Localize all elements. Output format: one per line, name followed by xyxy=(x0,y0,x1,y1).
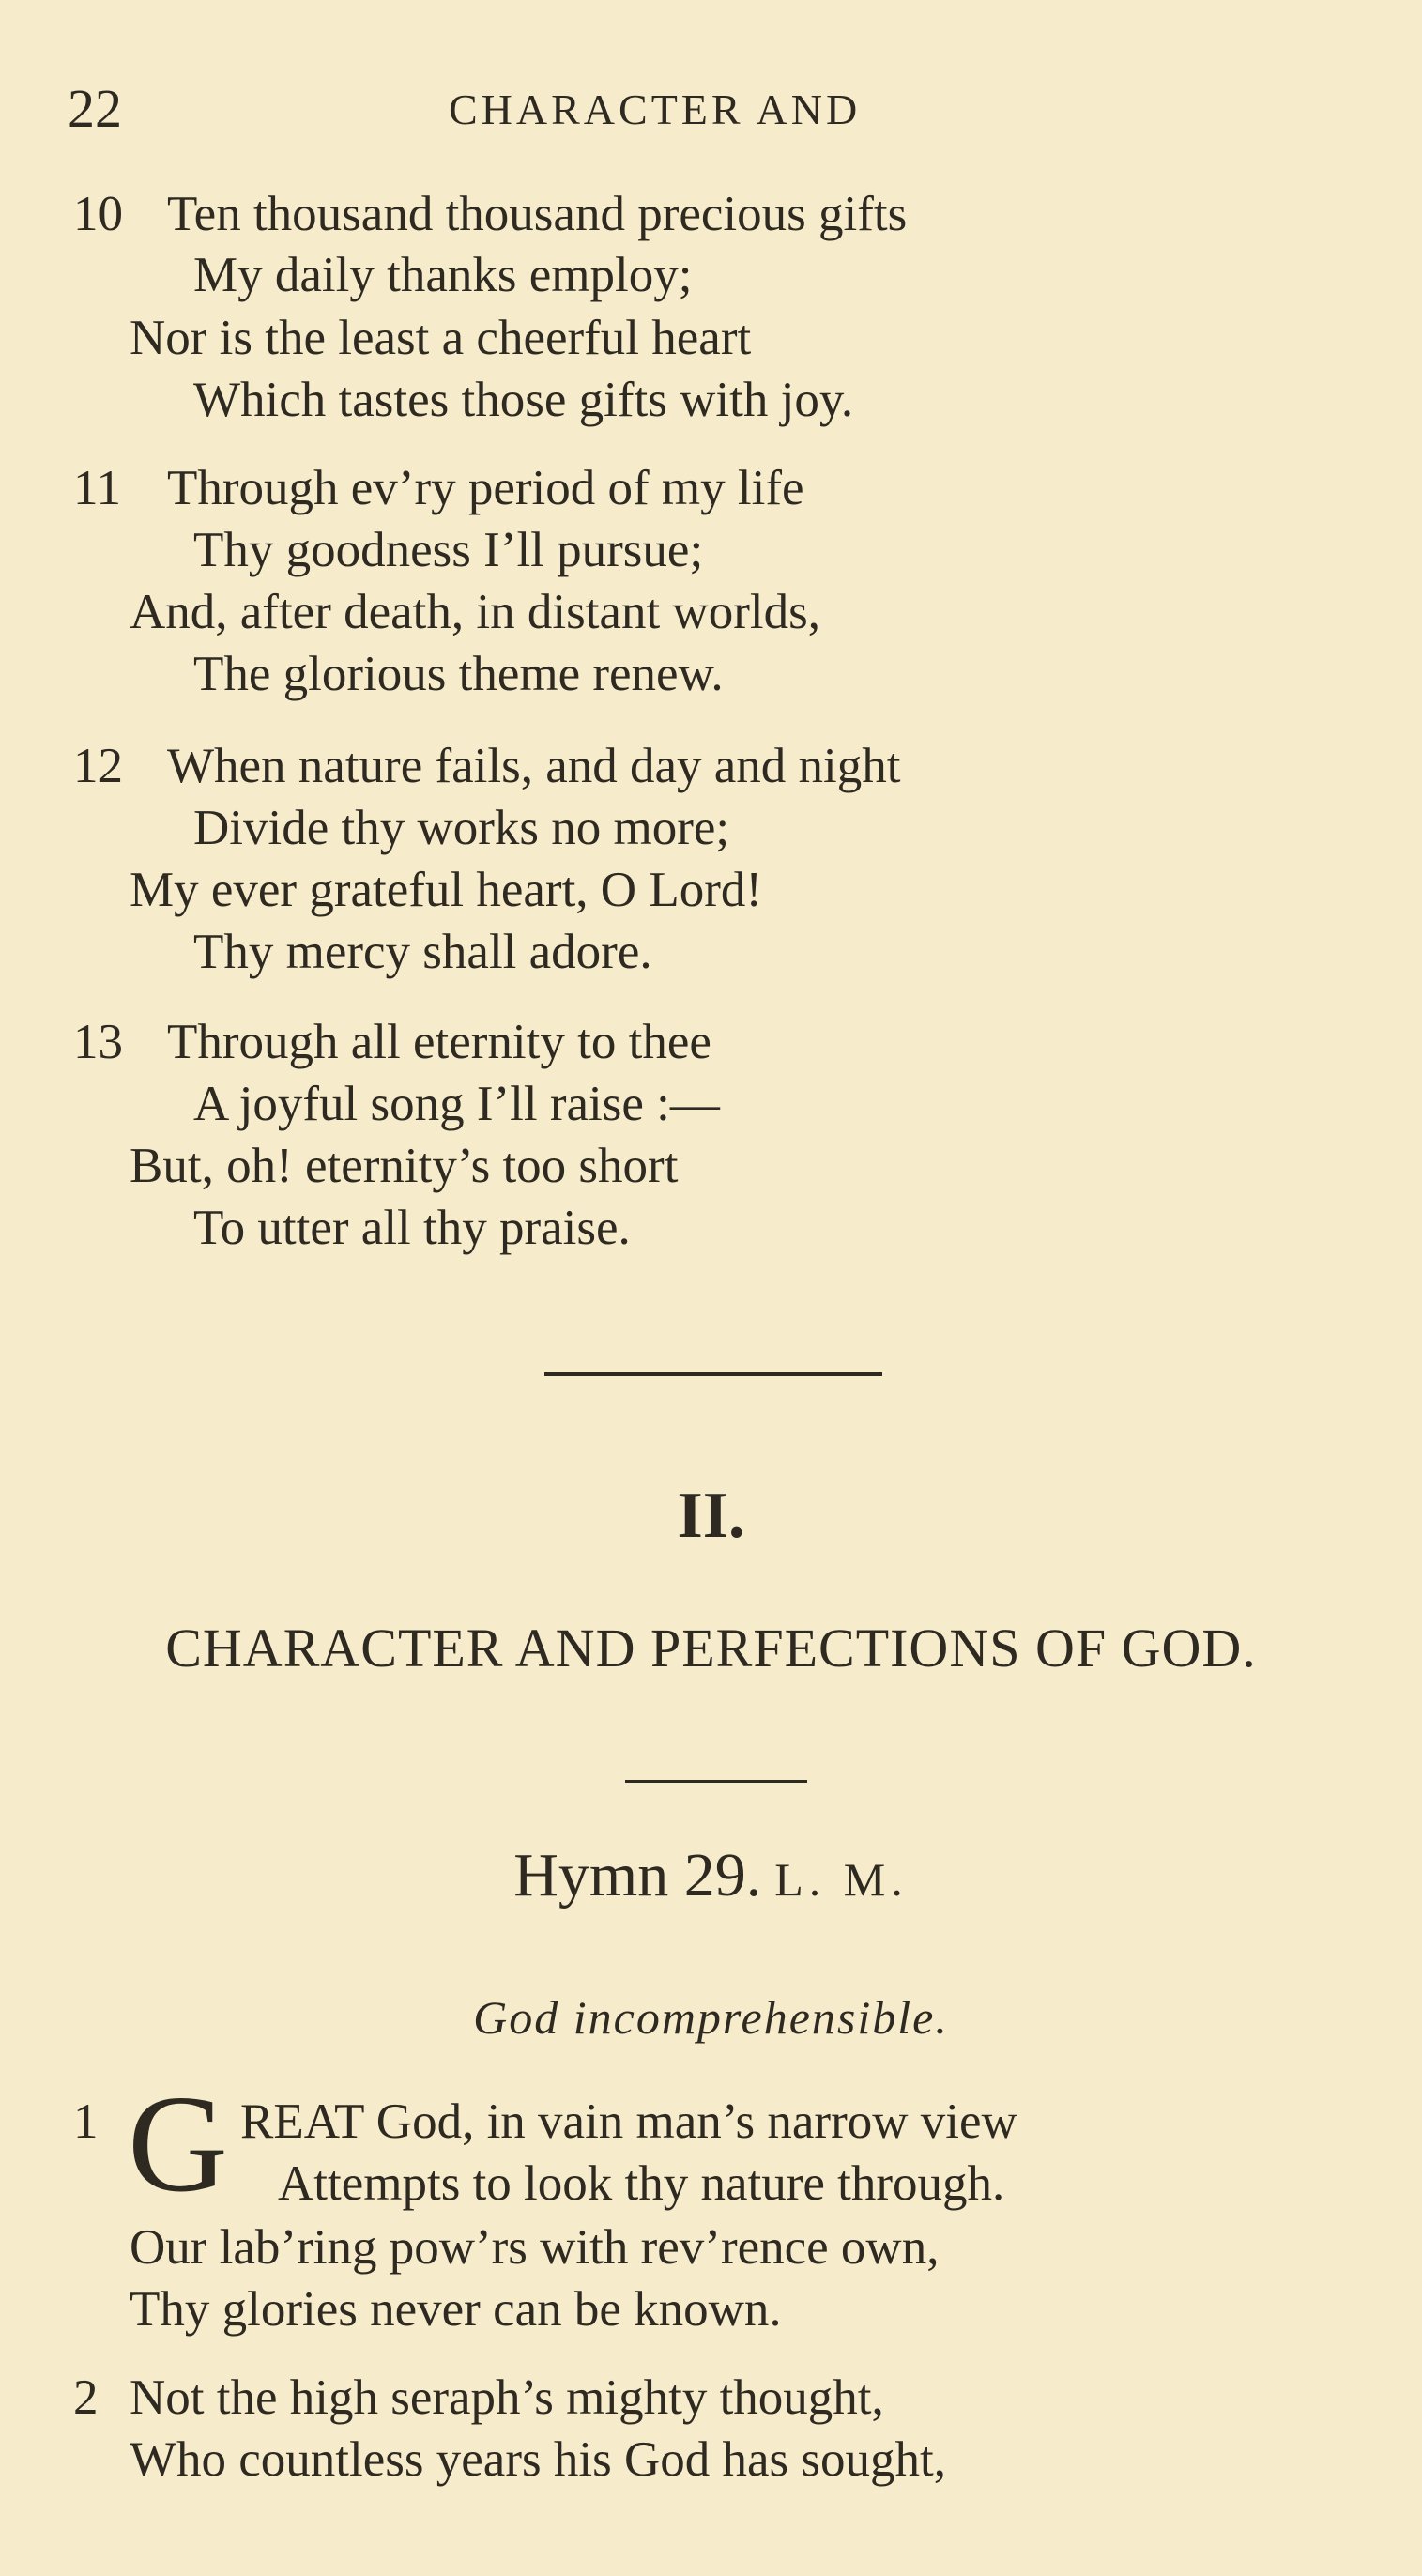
verse-line: But, oh! eternity’s too short xyxy=(130,1139,679,1193)
verse-line: My daily thanks employ; xyxy=(193,248,693,302)
hymn-title: Hymn 29. xyxy=(513,1841,762,1909)
verse-line: When nature fails, and day and night xyxy=(167,739,901,793)
section-title: CHARACTER AND PERFECTIONS OF GOD. xyxy=(165,1618,1257,1679)
verse-line: REAT God, in vain man’s narrow view xyxy=(240,2094,1017,2149)
verse-line: Attempts to look thy nature through. xyxy=(278,2156,1005,2211)
title-divider xyxy=(625,1780,807,1783)
hymn-heading xyxy=(0,1840,1422,1911)
verse-line: Nor is the least a cheerful heart xyxy=(130,311,752,365)
running-head: CHARACTER AND xyxy=(449,85,862,133)
stanza-number: 11 xyxy=(73,461,122,515)
verse-line: Thy glories never can be known. xyxy=(130,2282,782,2337)
verse-line: Our lab’ring pow’rs with rev’rence own, xyxy=(130,2220,940,2275)
verse-line: A joyful song I’ll raise :— xyxy=(193,1077,720,1131)
section-number: II. xyxy=(677,1480,745,1552)
verse-line: Thy mercy shall adore. xyxy=(193,925,652,979)
verse-line: My ever grateful heart, O Lord! xyxy=(130,863,762,917)
verse-line: To utter all thy praise. xyxy=(193,1201,631,1255)
stanza-number: 12 xyxy=(73,739,123,793)
verse-line: Through ev’ry period of my life xyxy=(167,461,804,515)
verse-line: Ten thousand thousand precious gifts xyxy=(167,187,908,241)
stanza-number: 2 xyxy=(73,2370,99,2425)
verse-line: Through all eternity to thee xyxy=(167,1015,711,1069)
verse-line: And, after death, in distant worlds, xyxy=(130,585,820,639)
hymn-meter: L. M. xyxy=(774,1853,909,1906)
verse-line: Who countless years his God has sought, xyxy=(130,2432,946,2487)
stanza-number: 1 xyxy=(73,2094,99,2149)
stanza-number: 13 xyxy=(73,1015,123,1069)
hymn-subtitle: God incomprehensible. xyxy=(473,1991,949,2044)
verse-line: Not the high seraph’s mighty thought, xyxy=(130,2370,884,2425)
stanza-number: 10 xyxy=(73,187,123,241)
verse-line: Which tastes those gifts with joy. xyxy=(193,373,854,427)
verse-line: Thy goodness I’ll pursue; xyxy=(193,523,704,577)
section-divider xyxy=(544,1372,882,1376)
page-number: 22 xyxy=(68,78,122,139)
verse-line: The glorious theme renew. xyxy=(193,647,724,701)
drop-cap: G xyxy=(128,2067,228,2221)
verse-line: Divide thy works no more; xyxy=(193,801,730,855)
